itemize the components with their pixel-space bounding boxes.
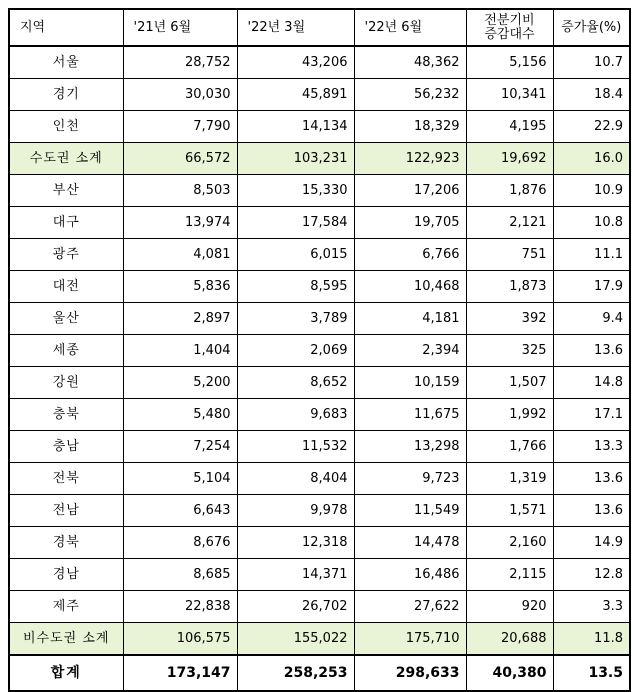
value-2021-jun: 8,503 <box>123 175 237 207</box>
value-2022-mar: 12,318 <box>237 527 354 559</box>
region-cell: 전북 <box>9 463 123 495</box>
region-cell: 부산 <box>9 175 123 207</box>
value-2021-jun: 5,200 <box>123 367 237 399</box>
value-2022-jun: 14,478 <box>354 527 466 559</box>
region-cell: 충남 <box>9 431 123 463</box>
value-growth-rate: 3.3 <box>553 591 630 623</box>
value-qoq-change: 2,115 <box>466 559 553 591</box>
value-2021-jun: 30,030 <box>123 79 237 111</box>
value-2021-jun: 4,081 <box>123 239 237 271</box>
header-qoq-change <box>466 9 553 46</box>
value-2022-mar: 2,069 <box>237 335 354 367</box>
table-row <box>9 495 630 527</box>
table-row <box>9 46 630 79</box>
value-qoq-change: 751 <box>466 239 553 271</box>
value-2022-jun: 19,705 <box>354 207 466 239</box>
table-row <box>9 591 630 623</box>
value-2022-jun: 10,159 <box>354 367 466 399</box>
value-growth-rate: 10.9 <box>553 175 630 207</box>
value-2021-jun: 8,685 <box>123 559 237 591</box>
region-cell: 충북 <box>9 399 123 431</box>
value-2022-mar: 14,134 <box>237 111 354 143</box>
value-2021-jun: 5,480 <box>123 399 237 431</box>
table-row <box>9 463 630 495</box>
table-row <box>9 271 630 303</box>
value-2022-mar: 9,683 <box>237 399 354 431</box>
value-growth-rate: 17.9 <box>553 271 630 303</box>
region-cell: 경남 <box>9 559 123 591</box>
table-row <box>9 79 630 111</box>
value-2022-mar: 26,702 <box>237 591 354 623</box>
value-qoq-change: 1,766 <box>466 431 553 463</box>
header-row <box>9 9 630 46</box>
value-growth-rate: 18.4 <box>553 79 630 111</box>
region-cell: 비수도권 소계 <box>9 623 123 656</box>
value-2022-mar: 11,532 <box>237 431 354 463</box>
value-growth-rate: 13.3 <box>553 431 630 463</box>
table-row <box>9 623 630 656</box>
header-2021-jun: '21년 6월 <box>123 9 237 46</box>
value-growth-rate: 16.0 <box>553 143 630 175</box>
value-2021-jun: 8,676 <box>123 527 237 559</box>
region-cell: 경기 <box>9 79 123 111</box>
value-2022-jun: 56,232 <box>354 79 466 111</box>
region-cell: 세종 <box>9 335 123 367</box>
region-cell: 합계 <box>9 655 123 691</box>
value-growth-rate: 13.6 <box>553 335 630 367</box>
value-qoq-change: 325 <box>466 335 553 367</box>
header-2022-mar: '22년 3월 <box>237 9 354 46</box>
table-row <box>9 559 630 591</box>
value-2022-jun: 11,549 <box>354 495 466 527</box>
value-growth-rate: 13.6 <box>553 495 630 527</box>
value-2022-jun: 4,181 <box>354 303 466 335</box>
value-qoq-change: 2,121 <box>466 207 553 239</box>
value-qoq-change: 920 <box>466 591 553 623</box>
header-2022-jun: '22년 6월 <box>354 9 466 46</box>
header-qoq-line1: 전분기비 <box>484 12 535 28</box>
value-2021-jun: 2,897 <box>123 303 237 335</box>
value-2022-mar: 155,022 <box>237 623 354 656</box>
header-qoq-line2: 증감대수 <box>484 26 535 42</box>
value-qoq-change: 1,571 <box>466 495 553 527</box>
value-2022-mar: 17,584 <box>237 207 354 239</box>
value-growth-rate: 14.9 <box>553 527 630 559</box>
header-region: 지역 <box>9 9 123 46</box>
value-2021-jun: 22,838 <box>123 591 237 623</box>
value-qoq-change: 20,688 <box>466 623 553 656</box>
value-qoq-change: 1,992 <box>466 399 553 431</box>
value-2021-jun: 5,104 <box>123 463 237 495</box>
value-qoq-change: 10,341 <box>466 79 553 111</box>
value-growth-rate: 13.6 <box>553 463 630 495</box>
table-row <box>9 431 630 463</box>
value-qoq-change: 19,692 <box>466 143 553 175</box>
region-cell: 강원 <box>9 367 123 399</box>
table-row <box>9 303 630 335</box>
region-cell: 인천 <box>9 111 123 143</box>
value-2022-jun: 13,298 <box>354 431 466 463</box>
table-row <box>9 527 630 559</box>
value-growth-rate: 10.7 <box>553 46 630 79</box>
table-row <box>9 655 630 691</box>
value-2022-mar: 14,371 <box>237 559 354 591</box>
value-2022-mar: 8,595 <box>237 271 354 303</box>
value-2022-jun: 18,329 <box>354 111 466 143</box>
value-qoq-change: 4,195 <box>466 111 553 143</box>
table-row <box>9 175 630 207</box>
region-cell: 대구 <box>9 207 123 239</box>
value-2022-mar: 43,206 <box>237 46 354 79</box>
table-container <box>8 8 631 692</box>
value-growth-rate: 13.5 <box>553 655 630 691</box>
table-row <box>9 111 630 143</box>
value-2021-jun: 13,974 <box>123 207 237 239</box>
value-2022-mar: 8,652 <box>237 367 354 399</box>
value-qoq-change: 2,160 <box>466 527 553 559</box>
value-2022-jun: 27,622 <box>354 591 466 623</box>
value-2022-mar: 6,015 <box>237 239 354 271</box>
value-2022-jun: 10,468 <box>354 271 466 303</box>
region-cell: 서울 <box>9 46 123 79</box>
value-2022-mar: 8,404 <box>237 463 354 495</box>
value-growth-rate: 12.8 <box>553 559 630 591</box>
value-2021-jun: 173,147 <box>123 655 237 691</box>
value-qoq-change: 1,507 <box>466 367 553 399</box>
value-2022-mar: 258,253 <box>237 655 354 691</box>
table-row <box>9 335 630 367</box>
value-2021-jun: 66,572 <box>123 143 237 175</box>
region-cell: 대전 <box>9 271 123 303</box>
value-2022-jun: 9,723 <box>354 463 466 495</box>
value-growth-rate: 14.8 <box>553 367 630 399</box>
header-growth-rate: 증가율(%) <box>553 9 630 46</box>
ev-registration-table <box>8 8 631 692</box>
value-2022-jun: 17,206 <box>354 175 466 207</box>
value-qoq-change: 5,156 <box>466 46 553 79</box>
value-growth-rate: 17.1 <box>553 399 630 431</box>
region-cell: 울산 <box>9 303 123 335</box>
value-2021-jun: 7,790 <box>123 111 237 143</box>
table-row <box>9 399 630 431</box>
value-2022-mar: 9,978 <box>237 495 354 527</box>
value-2022-mar: 103,231 <box>237 143 354 175</box>
table-row <box>9 367 630 399</box>
table-row <box>9 239 630 271</box>
value-2022-jun: 16,486 <box>354 559 466 591</box>
table-row <box>9 207 630 239</box>
value-2022-mar: 15,330 <box>237 175 354 207</box>
value-2022-jun: 11,675 <box>354 399 466 431</box>
table-body <box>9 46 630 691</box>
value-2021-jun: 5,836 <box>123 271 237 303</box>
value-2022-jun: 2,394 <box>354 335 466 367</box>
region-cell: 수도권 소계 <box>9 143 123 175</box>
value-growth-rate: 11.8 <box>553 623 630 656</box>
value-2021-jun: 106,575 <box>123 623 237 656</box>
value-growth-rate: 9.4 <box>553 303 630 335</box>
value-qoq-change: 1,319 <box>466 463 553 495</box>
value-qoq-change: 40,380 <box>466 655 553 691</box>
region-cell: 경북 <box>9 527 123 559</box>
value-2022-jun: 175,710 <box>354 623 466 656</box>
value-qoq-change: 1,873 <box>466 271 553 303</box>
value-2022-jun: 6,766 <box>354 239 466 271</box>
value-2021-jun: 7,254 <box>123 431 237 463</box>
region-cell: 광주 <box>9 239 123 271</box>
value-qoq-change: 1,876 <box>466 175 553 207</box>
region-cell: 전남 <box>9 495 123 527</box>
value-growth-rate: 10.8 <box>553 207 630 239</box>
value-growth-rate: 11.1 <box>553 239 630 271</box>
value-growth-rate: 22.9 <box>553 111 630 143</box>
value-2022-mar: 45,891 <box>237 79 354 111</box>
value-2022-mar: 3,789 <box>237 303 354 335</box>
value-2022-jun: 48,362 <box>354 46 466 79</box>
value-2021-jun: 6,643 <box>123 495 237 527</box>
value-qoq-change: 392 <box>466 303 553 335</box>
value-2022-jun: 122,923 <box>354 143 466 175</box>
value-2021-jun: 1,404 <box>123 335 237 367</box>
table-row <box>9 143 630 175</box>
value-2021-jun: 28,752 <box>123 46 237 79</box>
region-cell: 제주 <box>9 591 123 623</box>
value-2022-jun: 298,633 <box>354 655 466 691</box>
